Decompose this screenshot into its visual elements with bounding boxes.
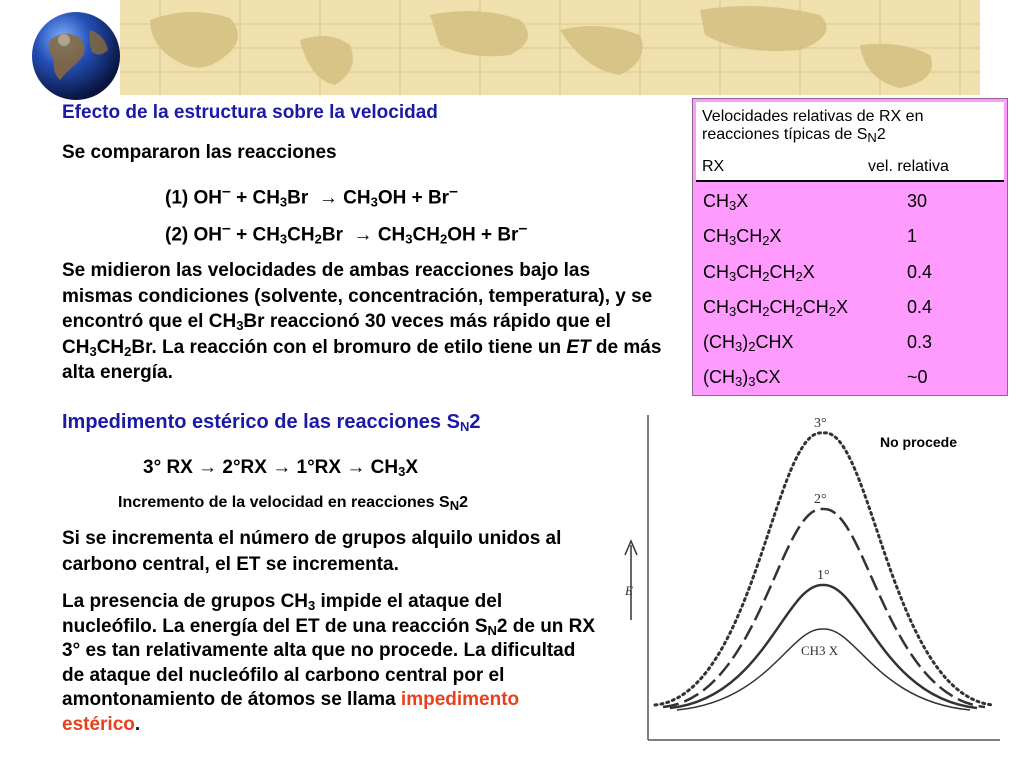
table-row-rate: 30 bbox=[907, 191, 928, 211]
table-row-rate: 0.3 bbox=[907, 332, 933, 352]
increase-caption: Incremento de la velocidad en reacciones $S_N2$ bbox=[118, 494, 468, 513]
reaction-1: (1) $OH^- + CH_3Br \to CH_3OH + Br^-$ bbox=[165, 183, 458, 210]
label-3deg: 3° bbox=[814, 416, 827, 431]
curve-ch3x bbox=[677, 629, 970, 710]
steric-hindrance-term: impedimento estérico bbox=[62, 689, 520, 735]
column-rx: RX bbox=[702, 158, 725, 175]
section1-title: Efecto de la estructura sobre la velocidad bbox=[62, 102, 438, 123]
section1-intro: Se compararon las reacciones bbox=[62, 142, 337, 163]
section2-paragraph-1: Si se incrementa el número de grupos alquilo unidos al carbono central, el ET se incrementa. bbox=[62, 528, 562, 575]
column-rate: vel. relativa bbox=[868, 158, 949, 175]
reactivity-order: 3° RX → $2^\circ RX \to 1^\circ RX \to CH_3X$ bbox=[143, 457, 418, 479]
globe-icon bbox=[30, 10, 122, 102]
table-row-rx: $CH_3CH_2CH_2X$ bbox=[703, 262, 815, 284]
axis-label-e: E bbox=[625, 583, 633, 598]
table-row-rate: 0.4 bbox=[907, 297, 933, 317]
label-ch3x: CH3 X bbox=[801, 643, 839, 658]
table-row-rx: $CH_3CH_2CH_2CH_2X$ bbox=[703, 297, 848, 319]
curve-2 bbox=[663, 509, 985, 707]
section2-paragraph-2: La presencia de grupos $CH_3$ impide el ataque del nucleófilo. La energía del ET de una reacción $S_N2$ de un RX 3° es tan relativamente alta que no procede. La dificultad de ataque del nucleófilo al carbono central por el amontonamiento de átomos se llama impedimento estérico. bbox=[62, 591, 596, 735]
reaction-2: (2) $OH^- + CH_3CH_2Br \to CH_3CH_2OH + Br^-$ bbox=[165, 220, 528, 247]
relative-rates-table bbox=[692, 98, 1008, 396]
table-row-rate: 1 bbox=[907, 226, 918, 246]
table-row-rate: ~0 bbox=[907, 367, 928, 387]
table-caption: Velocidades relativas de RX en reacciones típicas de $S_N2$ bbox=[702, 108, 924, 145]
table-header bbox=[696, 102, 1004, 182]
table-row-rate: 0.4 bbox=[907, 262, 933, 282]
table-row-rx: $(CH_3)_2CHX$ bbox=[703, 332, 794, 354]
section1-paragraph: Se midieron las velocidades de ambas reacciones bajo las mismas condiciones (solvente, concentración, temperatura), y se encontró que el $CH_3Br$ reaccionó 30 veces más rápido que el $CH_3CH_2Br$. La reacción con el bromuro de etilo tiene un ET de más alta energía. bbox=[62, 260, 662, 383]
no-procede-label: No procede bbox=[880, 434, 958, 450]
energy-diagram bbox=[615, 405, 1020, 768]
table-row-rx: $CH_3X$ bbox=[703, 191, 749, 213]
label-2deg: 2° bbox=[814, 492, 827, 507]
header-banner bbox=[0, 0, 1024, 100]
section2-title: Impedimento estérico de las reacciones $S_N2$ bbox=[62, 411, 481, 434]
label-1deg: 1° bbox=[817, 568, 830, 583]
table-row-rx: $(CH_3)_3CX$ bbox=[703, 367, 781, 389]
table-row-rx: $CH_3CH_2X$ bbox=[703, 226, 782, 248]
